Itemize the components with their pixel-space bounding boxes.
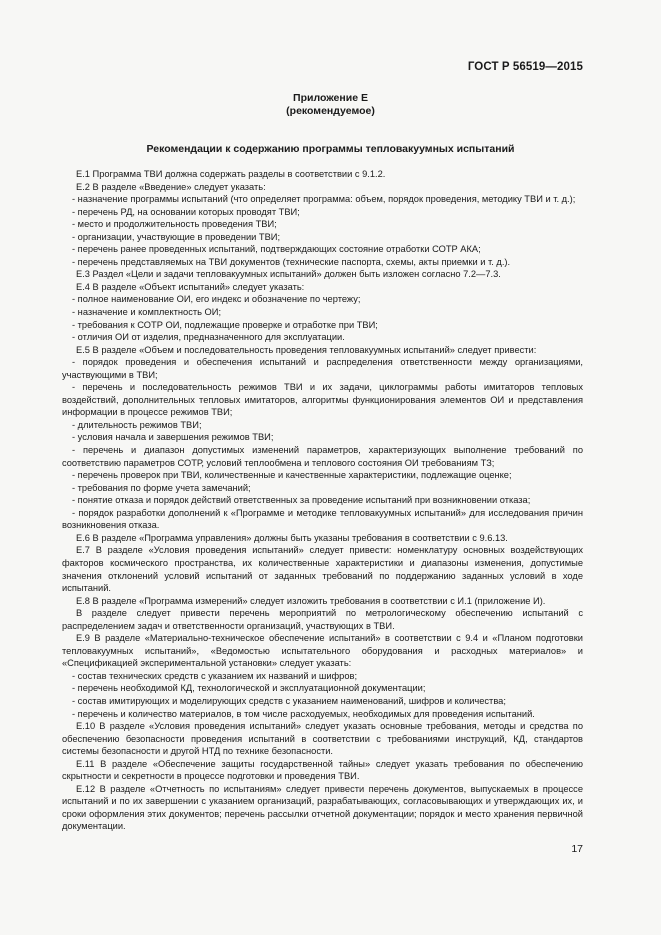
list-item: - отличия ОИ от изделия, предназначенного для эксплуатации. <box>72 332 345 343</box>
list-item: - перечень ранее проведенных испытаний, подтверждающих состояние отработки СОТР АКА; <box>72 244 481 255</box>
list-item: - перечень РД, на основании которых проводят ТВИ; <box>72 206 300 217</box>
list-item: - организации, участвующие в проведении ТВИ; <box>72 231 281 242</box>
page-number: 17 <box>571 843 583 855</box>
appendix-title: Приложение Е <box>293 92 368 104</box>
list-item: - перечень и диапазон допустимых изменений параметров, характеризующих выполнение требований по соответствию параметров СОТР, условий теплообмена и теплового состояния ОИ требованиям ТЗ; <box>62 445 583 468</box>
document-body <box>62 168 583 833</box>
paragraph: Е.4 В разделе «Объект испытаний» следует указать: <box>76 281 305 292</box>
paragraph: В разделе следует привести перечень мероприятий по метрологическому обеспечению испытаний с распределением задач и ответственности организаций, участвующих в ТВИ. <box>62 608 583 631</box>
paragraph: Е.1 Программа ТВИ должна содержать разделы в соответствии с 9.1.2. <box>76 169 386 179</box>
paragraph: Е.12 В разделе «Отчетность по испытаниям» следует привести перечень документов, выпускаемых в процессе испытаний и по их завершении с указанием организаций, разрабатывающих, согласовывающих и утверждающих их, и сроки оформления этих документов; перечень рассылки отчетной документации; порядок и место хранения первичной документации. <box>62 783 583 832</box>
list-item: - перечень и количество материалов, в том числе расходуемых, необходимых для проведения испытаний. <box>72 708 535 719</box>
appendix-status: (рекомендуемое) <box>286 105 375 117</box>
paragraph: Е.8 В разделе «Программа измерений» следует изложить требования в соответствии с И.1 (приложение И). <box>76 595 546 606</box>
list-item: - порядок проведения и обеспечения испытаний и распределения ответственности между организациями, участвующими в ТВИ; <box>62 357 583 380</box>
list-item: - порядок разработки дополнений к «Программе и методике тепловакуумных испытаний» для исследования причин возникновения отказа. <box>62 507 583 531</box>
list-item: - перечень и последовательность режимов ТВИ и их задачи, циклограммы работы имитаторов тепловых воздействий, дополнительных тепловых имитаторов, алгоритмы функционирования элементов ОИ и представления информации в процессе режимов ТВИ; <box>62 382 583 418</box>
list-item: - понятие отказа и порядок действий ответственных за проведение испытаний при возникновении отказа; <box>72 495 531 506</box>
appendix-title-block <box>0 92 661 118</box>
paragraph: Е.9 В разделе «Материально-техническое обеспечение испытаний» в соответствии с 9.4 и «Планом подготовки тепловакуумных испытаний», «Ведомостью испытательного оборудования и расходных материалов» и «Спецификацией экспериментальной установки» следует указать: <box>62 633 583 669</box>
list-item: - назначение и комплектность ОИ; <box>72 307 222 318</box>
list-item: - состав технических средств с указанием их названий и шифров; <box>72 670 358 681</box>
list-item: - требования по форме учета замечаний; <box>72 482 251 493</box>
paragraph: Е.5 В разделе «Объем и последовательность проведения тепловакуумных испытаний» следует привести: <box>76 344 537 355</box>
list-item: - перечень необходимой КД, технологической и эксплуатационной документации; <box>72 683 426 694</box>
list-item: - требования к СОТР ОИ, подлежащие проверке и отработке при ТВИ; <box>72 319 378 330</box>
section-heading: Рекомендации к содержанию программы тепловакуумных испытаний <box>146 143 515 155</box>
list-item: - перечень проверок при ТВИ, количественные и качественные характеристики, подлежащие оценке; <box>72 470 512 481</box>
standard-code: ГОСТ Р 56519—2015 <box>467 61 583 73</box>
list-item: - состав имитирующих и моделирующих средств с указанием наименований, шифров и количества; <box>72 695 506 706</box>
list-item: - назначение программы испытаний (что определяет программа: объем, порядок проведения, методику ТВИ и т. д.); <box>72 194 576 205</box>
paragraph: Е.3 Раздел «Цели и задачи тепловакуумных испытаний» должен быть изложен согласно 7.2—7.3. <box>76 269 501 280</box>
list-item: - перечень представляемых на ТВИ документов (технические паспорта, схемы, акты приемки и т. д.). <box>72 256 511 267</box>
list-item: - место и продолжительность проведения ТВИ; <box>72 219 277 230</box>
list-item: - длительность режимов ТВИ; <box>72 419 202 430</box>
list-item: - условия начала и завершения режимов ТВИ; <box>72 432 274 443</box>
paragraph: Е.6 В разделе «Программа управления» должны быть указаны требования в соответствии с 9.6.13. <box>76 532 508 543</box>
paragraph: Е.10 В разделе «Условия проведения испытаний» следует указать основные требования, методы и средства по обеспечению безопасности проведения испытаний в соответствии с требованиями инструкций, КД, стандартов системы безопасности и другой НТД по технике безопасности. <box>62 721 583 757</box>
paragraph: Е.11 В разделе «Обеспечение защиты государственной тайны» следует указать требования по обеспечению скрытности и секретности в процессе подготовки и проведения ТВИ. <box>62 758 583 782</box>
paragraph: Е.7 В разделе «Условия проведения испытаний» следует привести: номенклатуру основных воздействующих факторов космического пространства, их количественные характеристики и диапазоны изменения, допустимые значения отклонений условий испытаний от заданных требований по поддержанию заданных условий в ходе испытаний. <box>62 545 583 594</box>
paragraph: Е.2 В разделе «Введение» следует указать: <box>76 181 266 192</box>
list-item: - полное наименование ОИ, его индекс и обозначение по чертежу; <box>72 294 361 305</box>
